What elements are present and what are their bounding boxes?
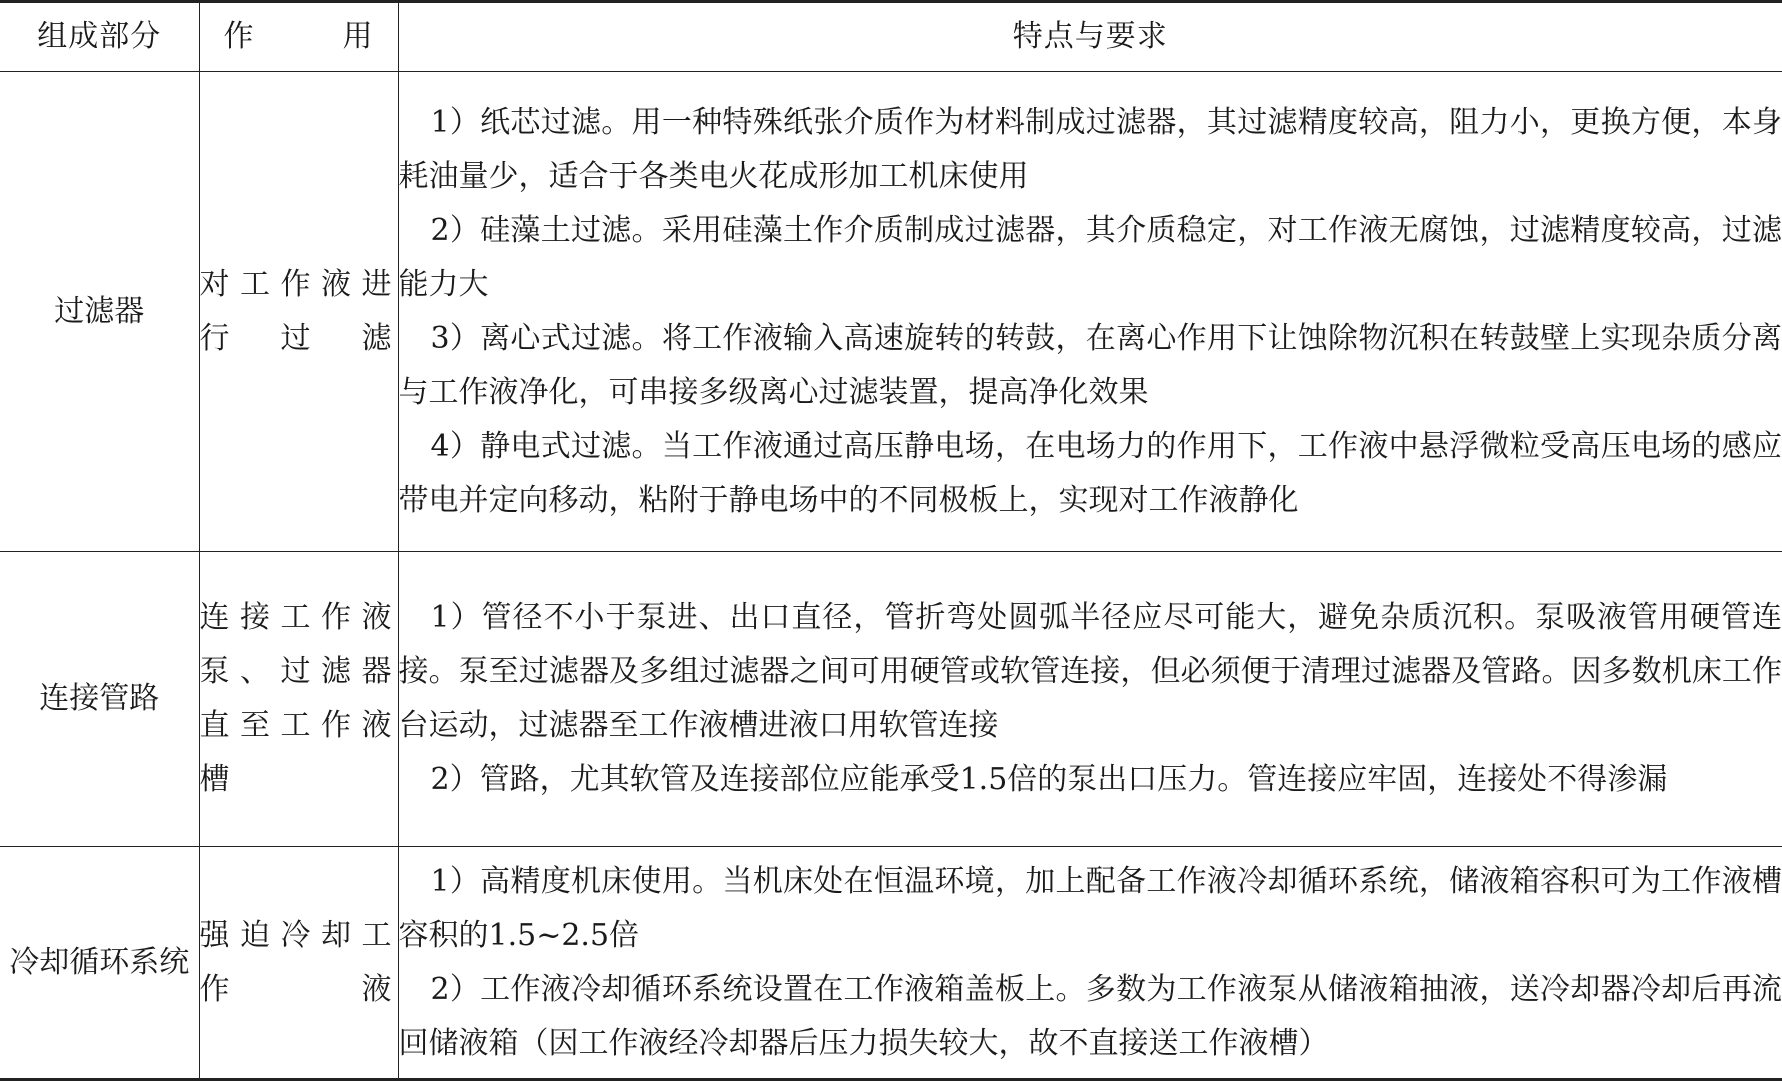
table-row xyxy=(0,552,1782,847)
desc-item: 4）静电式过滤。当工作液通过高压静电场，在电场力的作用下，工作液中悬浮微粒受高压电场的感应带电并定向移动，粘附于静电场中的不同极板上，实现对工作液静化 xyxy=(398,428,1782,518)
row-part-cooling: 冷却循环系统 xyxy=(0,847,199,1080)
row-desc-filter xyxy=(398,72,1782,552)
header-features: 特点与要求 xyxy=(398,2,1782,72)
desc-item: 3）离心式过滤。将工作液输入高速旋转的转鼓，在离心作用下让蚀除物沉积在转鼓壁上实现杂质分离与工作液净化，可串接多级离心过滤装置，提高净化效果 xyxy=(398,320,1782,410)
func-text: 连接工作液泵、过滤器直至工作液槽 xyxy=(199,600,398,797)
desc-item: 2）硅藻土过滤。采用硅藻土作介质制成过滤器，其介质稳定，对工作液无腐蚀，过滤精度较高，过滤能力大 xyxy=(398,212,1782,302)
table-row xyxy=(0,72,1782,552)
row-func-pipeline xyxy=(199,552,398,847)
row-func-filter xyxy=(199,72,398,552)
desc-item: 2）工作液冷却循环系统设置在工作液箱盖板上。多数为工作液泵从储液箱抽液，送冷却器冷却后再流回储液箱（因工作液经冷却器后压力损失较大，故不直接送工作液槽） xyxy=(398,971,1782,1061)
row-part-pipeline: 连接管路 xyxy=(0,552,199,847)
row-func-cooling xyxy=(199,847,398,1080)
func-text: 强迫冷却工作液 xyxy=(199,917,398,1007)
row-part-filter: 过滤器 xyxy=(0,72,199,552)
desc-item: 1）管径不小于泵进、出口直径，管折弯处圆弧半径应尽可能大，避免杂质沉积。泵吸液管用硬管连接。泵至过滤器及多组过滤器之间可用硬管或软管连接，但必须便于清理过滤器及管路。因多数机床工作台运动，过滤器至工作液槽进液口用软管连接 xyxy=(398,600,1782,743)
table-body xyxy=(0,72,1782,1080)
desc-item: 2）管路，尤其软管及连接部位应能承受1.5倍的泵出口压力。管连接应牢固，连接处不得渗漏 xyxy=(430,762,1668,797)
header-role xyxy=(199,2,398,72)
desc-item: 1）高精度机床使用。当机床处在恒温环境，加上配备工作液冷却循环系统，储液箱容积可为工作液槽容积的1.5~2.5倍 xyxy=(398,863,1782,953)
row-desc-cooling xyxy=(398,847,1782,1080)
desc-item: 1）纸芯过滤。用一种特殊纸张介质作为材料制成过滤器，其过滤精度较高，阻力小，更换方便，本身耗油量少，适合于各类电火花成形加工机床使用 xyxy=(398,104,1782,194)
header-part: 组成部分 xyxy=(0,2,199,72)
row-desc-pipeline xyxy=(398,552,1782,847)
header-row xyxy=(0,2,1782,72)
table-header xyxy=(0,2,1782,72)
header-role-a: 作 xyxy=(223,19,255,54)
table-row xyxy=(0,847,1782,1080)
header-role-b: 用 xyxy=(342,19,374,54)
func-text: 对工作液进行过滤 xyxy=(199,266,398,356)
